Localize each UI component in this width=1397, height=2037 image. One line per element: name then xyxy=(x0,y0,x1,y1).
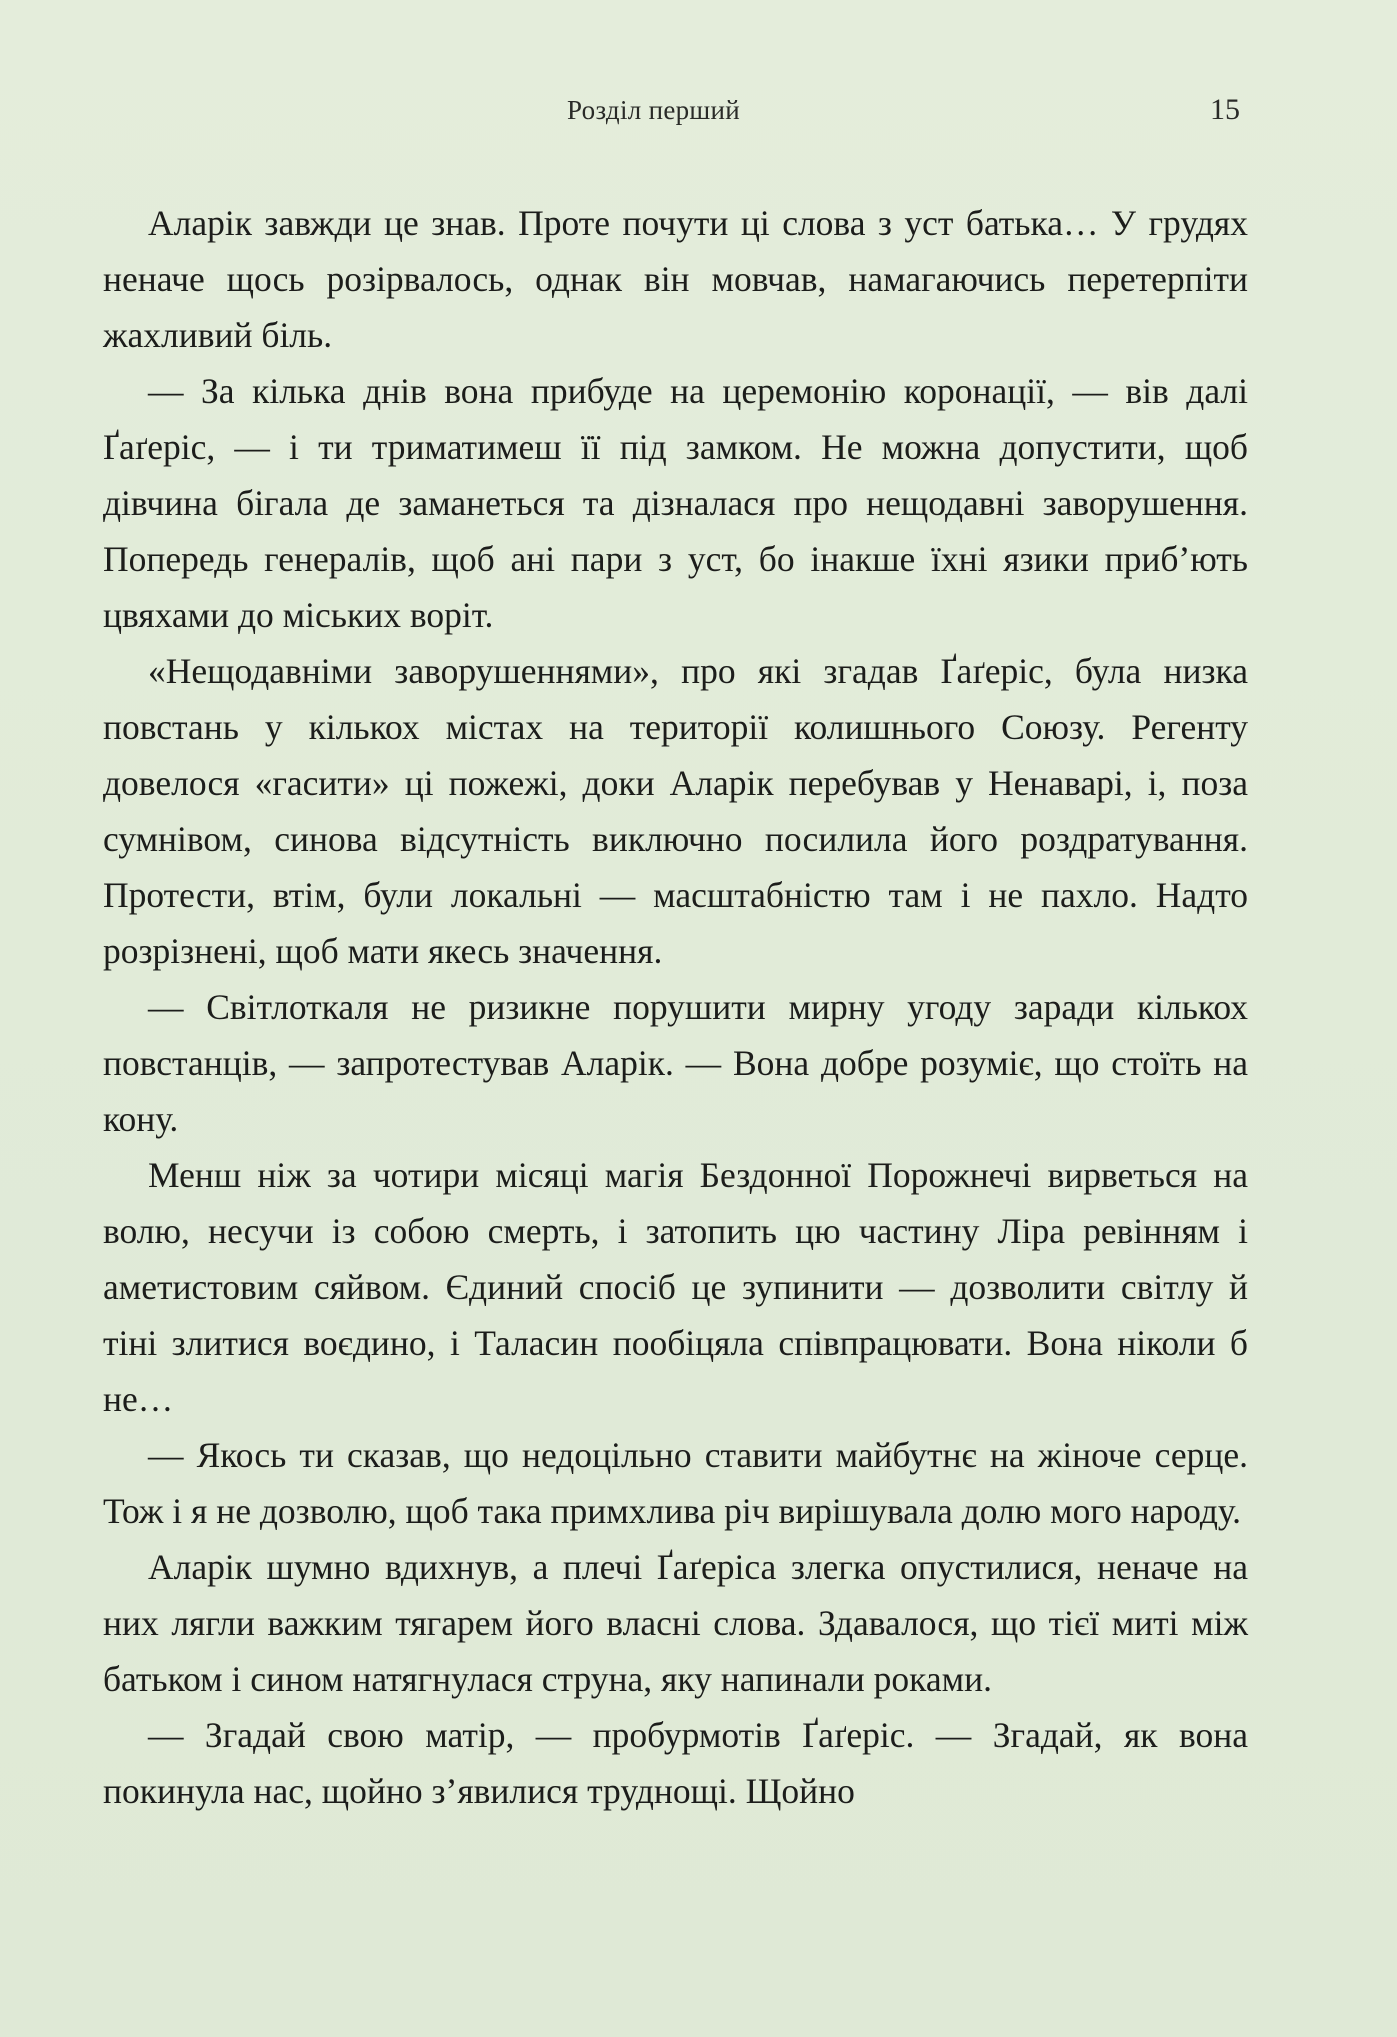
paragraph: Менш ніж за чотири місяці магія Бездонної Порожнечі вирветься на волю, несучи із собою смерть, і затопить цю частину Ліра ревінням і аметистовим сяйвом. Єдиний спосіб це зупинити — дозволити світлу й тіні злитися воєдино, і Таласин пообіцяла співпрацювати. Вона ніколи б не… xyxy=(103,1155,1248,1419)
paragraph: Аларік шумно вдихнув, а плечі Ґаґеріса злегка опустилися, неначе на них лягли важким тягарем його власні слова. Здавалося, що тієї миті між батьком і сином натягнулася струна, яку напинали роками. xyxy=(103,1547,1248,1699)
body-text xyxy=(103,195,1248,1819)
paragraph: — Згадай свою матір, — пробурмотів Ґаґеріс. — Згадай, як вона покинула нас, щойно з’явилися труднощі. Щойно xyxy=(103,1715,1248,1811)
paragraph: — Світлоткаля не ризикне порушити мирну угоду заради кількох повстанців, — запротестував Аларік. — Вона добре розуміє, що стоїть на кону. xyxy=(103,987,1248,1139)
paragraph: — За кілька днів вона прибуде на церемонію коронації, — вів далі Ґаґеріс, — і ти триматимеш її під замком. Не можна допустити, щоб дівчина бігала де заманеться та дізналася про нещодавні заворушення. Попередь генералів, щоб ані пари з уст, бо інакше їхні язики приб’ють цвяхами до міських воріт. xyxy=(103,371,1248,635)
paragraph: Аларік завжди це знав. Проте почути ці слова з уст батька… У грудях неначе щось розірвалось, однак він мовчав, намагаючись перетерпіти жахливий біль. xyxy=(103,203,1248,355)
paragraph: «Нещодавніми заворушеннями», про які згадав Ґаґеріс, була низка повстань у кількох містах на території колишнього Союзу. Регенту довелося «гасити» ці пожежі, доки Аларік перебував у Ненаварі, і, поза сумнівом, синова відсутність виключно посилила його роздратування. Протести, втім, були локальні — масштабністю там і не пахло. Надто розрізнені, щоб мати якесь значення. xyxy=(103,651,1248,971)
page-number: 15 xyxy=(1210,93,1240,126)
chapter-title: Розділ перший xyxy=(567,95,741,125)
running-head xyxy=(0,95,1397,135)
paragraph: — Якось ти сказав, що недоцільно ставити майбутнє на жіноче серце. Тож і я не дозволю, щоб така примхлива річ вирішувала долю мого народу. xyxy=(103,1435,1248,1531)
